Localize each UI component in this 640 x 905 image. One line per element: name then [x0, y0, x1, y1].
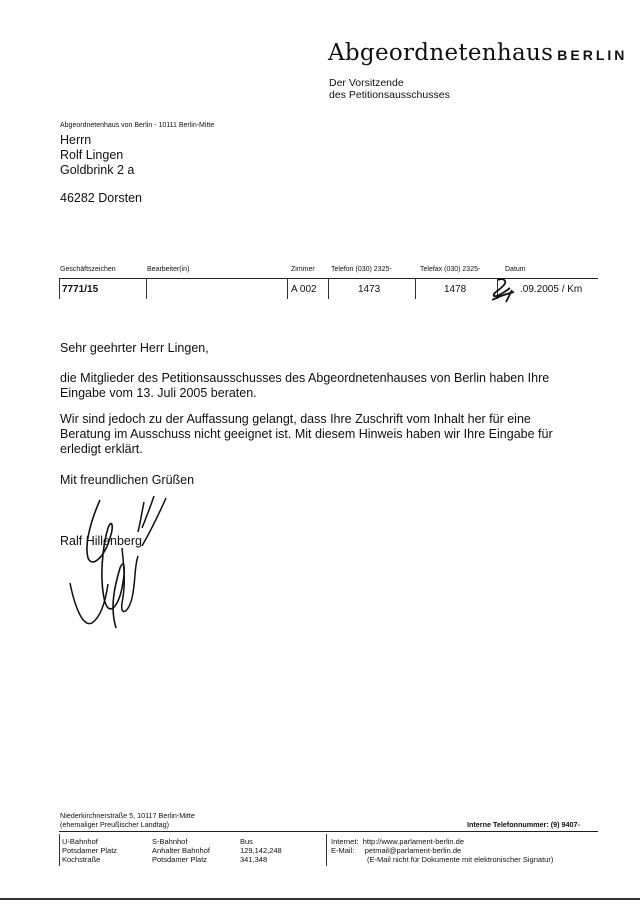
ref-value-case: 7771/15 — [62, 284, 99, 295]
org-line-2: des Petitionsausschusses — [329, 89, 450, 101]
ref-value-phone: 1473 — [358, 284, 381, 295]
ref-value-room: A 002 — [291, 284, 317, 295]
ref-value-fax: 1478 — [444, 284, 467, 295]
recipient-city: 46282 Dorsten — [60, 191, 143, 205]
sender-line: Abgeordnetenhaus von Berlin - 10111 Berlin-Mitte — [60, 122, 215, 129]
ref-separator — [287, 279, 288, 299]
ref-separator — [59, 279, 60, 299]
footer-divider — [59, 831, 598, 832]
signer-name: Ralf Hillenberg — [60, 534, 142, 548]
greeting: Sehr geehrter Herr Lingen, — [60, 341, 209, 355]
footer-separator — [59, 834, 60, 866]
email-note: (E-Mail nicht für Dokumente mit elektronischer Signatur) — [367, 855, 554, 864]
footer-sbahn — [152, 837, 210, 864]
bus-label: Bus — [240, 837, 253, 846]
paragraph-2 — [60, 412, 590, 457]
footer-address-line-2: (ehemaliger Preußischer Landtag) — [60, 820, 170, 829]
internet-link[interactable]: http://www.parlament-berlin.de — [362, 837, 465, 846]
brand-city: BERLIN — [557, 47, 628, 63]
bus-1: 129,142,248 — [240, 846, 282, 855]
recipient-salutation: Herrn — [60, 133, 92, 147]
sbahn-1: Anhalter Bahnhof — [152, 846, 210, 855]
closing: Mit freundlichen Grüßen — [60, 473, 195, 487]
paragraph-2-line-1: Wir sind jedoch zu der Auffassung gelangt, dass Ihre Zuschrift vom Inhalt her für eine — [60, 412, 531, 426]
email-label: E-Mail: — [331, 846, 355, 855]
recipient-address — [60, 133, 134, 178]
org-block — [329, 77, 450, 101]
ubahn-2: Kochstraße — [62, 855, 101, 864]
sbahn-label: S-Bahnhof — [152, 837, 188, 846]
paragraph-1-line-1: die Mitglieder des Petitionsausschusses des Abgeordnetenhauses von Berlin haben Ihre — [60, 371, 550, 385]
paragraph-1-line-2: Eingabe vom 13. Juli 2005 beraten. — [60, 386, 257, 400]
email-link[interactable]: petmail@parlament-berlin.de — [364, 846, 462, 855]
brand-main: Abgeordnetenhaus — [328, 40, 554, 66]
footer-internal-phone: Interne Telefonnummer: (9) 9407- — [467, 820, 580, 829]
letterhead-logo — [328, 40, 627, 66]
org-line-1: Der Vorsitzende — [329, 77, 404, 89]
footer-ubahn — [62, 837, 117, 864]
footer-separator — [326, 834, 327, 866]
ref-separator — [415, 279, 416, 299]
recipient-street: Goldbrink 2 a — [60, 163, 135, 177]
footer-bus — [240, 837, 282, 864]
ref-label-phone: Telefon (030) 2325- — [331, 266, 392, 273]
handwritten-day-mark — [484, 276, 520, 306]
ref-separator — [328, 279, 329, 299]
footer-contact — [331, 837, 553, 864]
paragraph-1 — [60, 371, 590, 401]
ubahn-1: Potsdamer Platz — [62, 846, 118, 855]
page-bottom-edge — [0, 898, 640, 900]
ref-label-case: Geschäftszeichen — [60, 266, 116, 273]
bus-2: 341,348 — [240, 855, 268, 864]
ref-label-date: Datum — [505, 266, 526, 273]
ref-label-clerk: Bearbeiter(in) — [147, 266, 190, 273]
ubahn-label: U-Bahnhof — [62, 837, 98, 846]
paragraph-2-line-3: erledigt erklärt. — [60, 442, 143, 456]
ref-value-date: .09.2005 / Km — [520, 284, 583, 295]
signature — [62, 488, 182, 638]
ref-label-fax: Telefax (030) 2325- — [420, 266, 481, 273]
ref-separator — [146, 279, 147, 299]
internet-label: Internet: — [331, 837, 359, 846]
recipient-name: Rolf Lingen — [60, 148, 124, 162]
footer-address — [60, 811, 195, 829]
sbahn-2: Potsdamer Platz — [152, 855, 208, 864]
paragraph-2-line-2: Beratung im Ausschuss nicht geeignet ist. Mit diesem Hinweis haben wir Ihre Eingabe für — [60, 427, 553, 441]
footer-address-line-1: Niederkirchnerstraße 5, 10117 Berlin-Mitte — [60, 811, 195, 820]
ref-label-room: Zimmer — [291, 266, 315, 273]
